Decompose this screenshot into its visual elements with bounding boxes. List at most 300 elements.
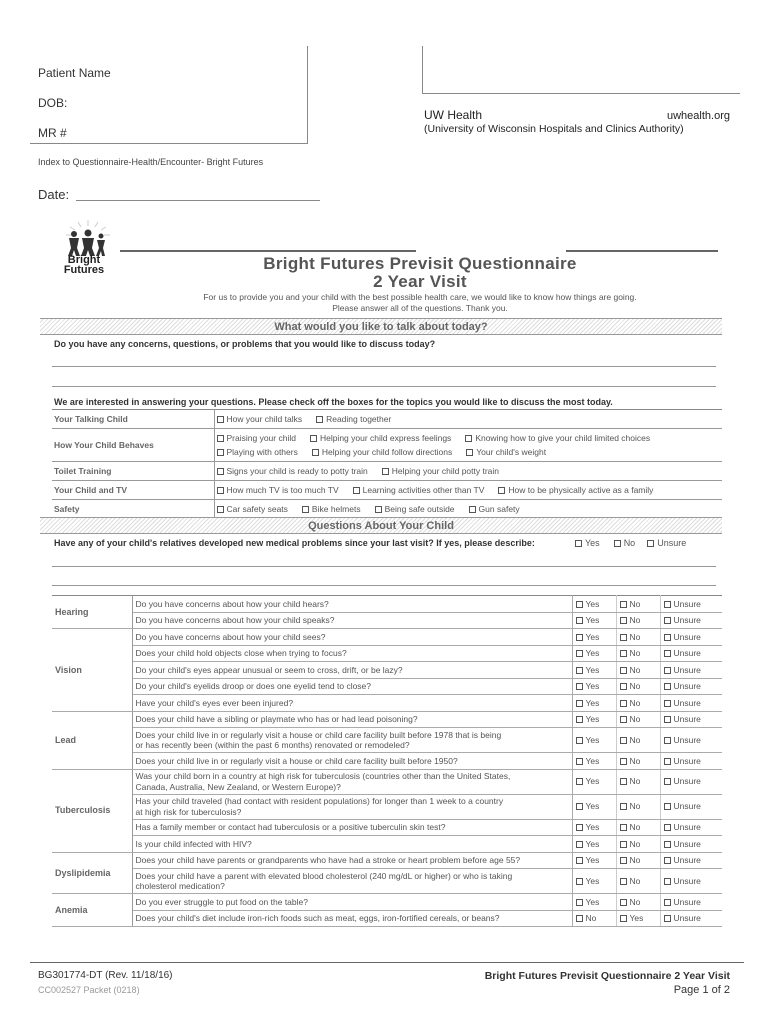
- checkbox-icon[interactable]: [576, 617, 583, 624]
- checkbox-icon[interactable]: [664, 737, 671, 744]
- topic-option-label: Car safety seats: [226, 504, 288, 514]
- topic-option-line: [217, 502, 721, 516]
- answer-label: Yes: [585, 776, 600, 787]
- answer-option[interactable]: [660, 612, 722, 629]
- date-label: Date:: [38, 187, 70, 202]
- answer-option[interactable]: [572, 819, 616, 836]
- checkbox-icon[interactable]: [217, 416, 224, 423]
- checkbox-icon[interactable]: [576, 758, 583, 765]
- checkbox-icon[interactable]: [353, 487, 360, 494]
- answer-label: No: [629, 714, 641, 724]
- answer-label: No: [629, 822, 641, 832]
- answer-option[interactable]: [660, 852, 722, 869]
- question-row: [52, 794, 722, 819]
- answer-option[interactable]: [660, 662, 722, 679]
- checkbox-icon[interactable]: [664, 634, 671, 641]
- page-number: Page 1 of 2: [673, 984, 730, 996]
- question-text-line: Canada, Australia, New Zealand, or Western Europe)?: [135, 781, 341, 792]
- answer-label: No: [629, 631, 641, 642]
- question-text: [132, 645, 572, 662]
- checkbox-icon[interactable]: [664, 667, 671, 674]
- answer-option[interactable]: [660, 836, 722, 853]
- patient-info-box: [30, 46, 308, 144]
- question-text-line: cholesterol medication?: [135, 881, 225, 891]
- answer-label: Unsure: [673, 648, 701, 658]
- question-text-line: at high risk for tuberculosis?: [135, 806, 242, 817]
- org-full-name: (University of Wisconsin Hospitals and Clinics Authority): [424, 123, 684, 135]
- answer-label: Yes: [629, 913, 644, 923]
- answer-label: No: [629, 598, 641, 609]
- answer-option[interactable]: [616, 836, 660, 853]
- topic-option-line: [217, 431, 721, 445]
- answer-label: Yes: [585, 822, 600, 832]
- concerns-question: Do you have any concerns, questions, or problems that you would like to discuss today?: [54, 339, 436, 349]
- checkbox-icon[interactable]: [576, 700, 583, 707]
- checkbox-icon[interactable]: [664, 650, 671, 657]
- checkbox-icon[interactable]: [664, 841, 671, 848]
- checkbox-icon[interactable]: [217, 506, 224, 513]
- answer-label: Unsure: [673, 734, 701, 745]
- checkbox-icon[interactable]: [664, 899, 671, 906]
- answer-option[interactable]: [572, 869, 616, 894]
- topic-option-label: Bike helmets: [311, 504, 361, 514]
- answer-label: Yes: [585, 714, 600, 724]
- answer-label: No: [629, 697, 641, 708]
- checkbox-icon[interactable]: [664, 915, 671, 922]
- checkbox-icon[interactable]: [375, 506, 382, 513]
- question-row: [52, 769, 722, 794]
- answer-option[interactable]: [572, 910, 616, 927]
- page-subtitle: 2 Year Visit: [373, 272, 467, 291]
- footer-title: Bright Futures Previsit Questionnaire 2 Year Visit: [484, 970, 730, 982]
- question-text: [132, 910, 572, 927]
- answer-option[interactable]: [616, 852, 660, 869]
- checkbox-icon[interactable]: [620, 700, 627, 707]
- checkbox-icon[interactable]: [620, 650, 627, 657]
- topic-option[interactable]: [466, 447, 546, 457]
- answer-label: No: [629, 776, 641, 787]
- topic-option-label: How much TV is too much TV: [226, 485, 339, 495]
- page-title: Bright Futures Previsit Questionnaire: [263, 254, 577, 273]
- answer-option[interactable]: [660, 753, 722, 770]
- answer-option[interactable]: [616, 819, 660, 836]
- answer-label: No: [629, 838, 641, 849]
- question-row: [52, 662, 722, 679]
- topic-row: [52, 410, 722, 429]
- answer-option[interactable]: [616, 728, 660, 753]
- topic-option[interactable]: [217, 466, 368, 476]
- checkbox-icon[interactable]: [217, 435, 224, 442]
- question-text-line: Do your child's eyes appear unusual or seem to cross, drift, or be lazy?: [135, 664, 403, 675]
- topic-option-line: [217, 412, 721, 426]
- answer-label: No: [629, 755, 641, 766]
- question-text-line: Do you have concerns about how your child speaks?: [135, 615, 335, 625]
- screening-questions-table: [52, 595, 722, 927]
- answer-label: Unsure: [673, 838, 701, 849]
- question-row: [52, 836, 722, 853]
- checkbox-icon[interactable]: [647, 540, 654, 547]
- answer-label: No: [629, 615, 641, 625]
- question-category: Hearing: [52, 596, 132, 629]
- question-row: [52, 629, 722, 646]
- question-text-line: Has a family member or contact had tuberculosis or a positive tuberculin skin test?: [135, 822, 446, 832]
- question-text-line: Does your child live in or regularly visit a house or child care facility built before 1950?: [135, 755, 458, 766]
- checkbox-icon[interactable]: [620, 683, 627, 690]
- answer-label: No: [629, 801, 641, 812]
- checkbox-icon[interactable]: [576, 878, 583, 885]
- question-category: Dyslipidemia: [52, 852, 132, 894]
- answer-label: Yes: [585, 875, 600, 886]
- answer-option[interactable]: [616, 711, 660, 728]
- answer-label: No: [629, 734, 641, 745]
- checkbox-icon[interactable]: [217, 449, 224, 456]
- topic-option-label: How your child talks: [226, 414, 303, 424]
- checkbox-icon[interactable]: [620, 857, 627, 864]
- answer-option[interactable]: [572, 662, 616, 679]
- answer-option[interactable]: [616, 645, 660, 662]
- answer-option[interactable]: [572, 894, 616, 911]
- form-code: BG301774-DT (Rev. 11/18/16): [38, 970, 173, 981]
- question-row: [52, 695, 722, 712]
- checkbox-icon[interactable]: [576, 737, 583, 744]
- answer-option[interactable]: [660, 596, 722, 613]
- answer-option[interactable]: [616, 894, 660, 911]
- answer-option[interactable]: [660, 819, 722, 836]
- topic-option[interactable]: [217, 485, 339, 495]
- answer-label: Yes: [585, 896, 600, 907]
- topic-option-line: [217, 445, 721, 459]
- topic-options: [214, 500, 722, 519]
- checkbox-icon[interactable]: [576, 683, 583, 690]
- question-row: [52, 852, 722, 869]
- checkbox-icon[interactable]: [614, 540, 621, 547]
- answer-option[interactable]: [616, 612, 660, 629]
- answer-label: Unsure: [673, 755, 701, 766]
- answer-option[interactable]: [616, 869, 660, 894]
- answer-option[interactable]: [572, 769, 616, 794]
- answer-label: Unsure: [673, 697, 701, 708]
- answer-option[interactable]: [660, 645, 722, 662]
- checkbox-icon[interactable]: [664, 778, 671, 785]
- checkbox-icon[interactable]: [664, 803, 671, 810]
- checkbox-icon[interactable]: [620, 778, 627, 785]
- answer-option[interactable]: [660, 894, 722, 911]
- answer-option[interactable]: [572, 629, 616, 646]
- answer-option[interactable]: [660, 678, 722, 695]
- question-text: [132, 629, 572, 646]
- question-category: Lead: [52, 711, 132, 769]
- question-row: [52, 596, 722, 613]
- section-header-child: Questions About Your Child: [40, 517, 722, 534]
- answer-label: Unsure: [673, 664, 701, 675]
- relatives-answer-line-2[interactable]: [52, 585, 716, 586]
- topic-option-label: Signs your child is ready to potty train: [226, 466, 368, 476]
- checkbox-icon[interactable]: [620, 737, 627, 744]
- checkbox-icon[interactable]: [620, 824, 627, 831]
- answer-label: Unsure: [673, 631, 701, 642]
- checkbox-icon[interactable]: [576, 667, 583, 674]
- checkbox-icon[interactable]: [316, 416, 323, 423]
- answer-option[interactable]: [572, 695, 616, 712]
- answer-option[interactable]: [660, 629, 722, 646]
- answer-option[interactable]: [572, 794, 616, 819]
- answer-label: No: [585, 913, 597, 923]
- topic-option-label: Helping your child potty train: [391, 466, 500, 476]
- answer-option[interactable]: [572, 612, 616, 629]
- checkbox-icon[interactable]: [576, 716, 583, 723]
- relatives-question: Have any of your child's relatives developed new medical problems since your last visit? If yes, please describe:: [54, 538, 535, 548]
- answer-option[interactable]: [572, 852, 616, 869]
- checkbox-icon[interactable]: [664, 878, 671, 885]
- topic-options: [214, 462, 722, 481]
- topic-option-label: Reading together: [326, 414, 392, 424]
- question-text-line: Does your child have parents or grandparents who have had a stroke or heart problem before age 55?: [135, 855, 521, 865]
- answer-label: Yes: [585, 697, 600, 708]
- topic-option-label: Playing with others: [226, 447, 298, 457]
- title-rule-right: [566, 250, 718, 252]
- topic-option-line: [217, 483, 721, 497]
- relatives-answer-line-1[interactable]: [52, 566, 716, 567]
- answer-label: Yes: [585, 615, 600, 625]
- answer-option[interactable]: [572, 596, 616, 613]
- answer-label: No: [629, 664, 641, 675]
- answer-label: Yes: [585, 734, 600, 745]
- checkbox-icon[interactable]: [620, 899, 627, 906]
- question-category: Tuberculosis: [52, 769, 132, 852]
- checkbox-icon[interactable]: [664, 716, 671, 723]
- topic-option-label: Helping your child follow directions: [321, 447, 453, 457]
- topic-option-label: Helping your child express feelings: [319, 433, 452, 443]
- checkbox-icon[interactable]: [620, 601, 627, 608]
- mr-label: MR #: [38, 126, 67, 140]
- question-text: [132, 711, 572, 728]
- topic-option[interactable]: [217, 504, 288, 514]
- question-text-line: Has your child traveled (had contact with resident populations) for longer than 1 week to a country: [135, 796, 504, 806]
- topic-option[interactable]: [310, 433, 451, 443]
- question-text-line: Was your child born in a country at high risk for tuberculosis (countries other than the United States,: [135, 771, 511, 781]
- question-text-line: Does your child live in or regularly visit a house or child care facility built before 1978 that is being: [135, 729, 502, 740]
- topic-option-label: Being safe outside: [384, 504, 455, 514]
- answer-label: Yes: [585, 801, 600, 812]
- packet-code: CC002527 Packet (0218): [38, 985, 140, 995]
- answer-option[interactable]: [616, 596, 660, 613]
- answer-option[interactable]: [660, 711, 722, 728]
- checkbox-icon[interactable]: [576, 824, 583, 831]
- question-text-line: Do you have concerns about how your child sees?: [135, 631, 326, 642]
- answer-option[interactable]: [572, 836, 616, 853]
- topic-category: How Your Child Behaves: [52, 429, 214, 462]
- question-row: [52, 645, 722, 662]
- topic-option-label: Gun safety: [478, 504, 520, 514]
- topics-instruction: We are interested in answering your questions. Please check off the boxes for the topics you would like to discuss the most today.: [54, 397, 613, 407]
- topic-option[interactable]: [302, 504, 361, 514]
- answer-label: Unsure: [673, 913, 701, 923]
- answer-label: Yes: [585, 681, 600, 691]
- answer-label: Unsure: [673, 598, 701, 609]
- question-text-line: Do your child's eyelids droop or does one eyelid tend to close?: [135, 681, 372, 691]
- answer-label: Unsure: [673, 822, 701, 832]
- checkbox-icon[interactable]: [664, 683, 671, 690]
- checkbox-icon[interactable]: [620, 915, 627, 922]
- question-text: [132, 819, 572, 836]
- question-text-line: Have your child's eyes ever been injured?: [135, 697, 294, 708]
- checkbox-icon[interactable]: [576, 899, 583, 906]
- bright-futures-logo: [52, 218, 124, 280]
- concerns-answer-line-2[interactable]: [52, 386, 716, 387]
- checkbox-icon[interactable]: [576, 778, 583, 785]
- relatives-yes-option[interactable]: Yes: [575, 538, 600, 548]
- answer-option[interactable]: [572, 645, 616, 662]
- answer-option[interactable]: [660, 794, 722, 819]
- topic-option[interactable]: [465, 433, 650, 443]
- checkbox-icon[interactable]: [469, 506, 476, 513]
- topic-options: [214, 481, 722, 500]
- checkbox-icon[interactable]: [620, 634, 627, 641]
- question-text: [132, 695, 572, 712]
- answer-label: Unsure: [673, 875, 701, 886]
- answer-option[interactable]: [572, 711, 616, 728]
- topic-category: Your Talking Child: [52, 410, 214, 429]
- topic-options: [214, 410, 722, 429]
- checkbox-icon[interactable]: [576, 803, 583, 810]
- topic-category: Your Child and TV: [52, 481, 214, 500]
- question-text-line: Does your child hold objects close when trying to focus?: [135, 648, 347, 658]
- answer-label: No: [629, 896, 641, 907]
- answer-option[interactable]: [572, 753, 616, 770]
- checkbox-icon[interactable]: [312, 449, 319, 456]
- checkbox-icon[interactable]: [576, 857, 583, 864]
- checkbox-icon[interactable]: [664, 601, 671, 608]
- org-name: UW Health: [424, 108, 483, 122]
- question-text: [132, 894, 572, 911]
- relatives-no-option[interactable]: No: [614, 538, 636, 548]
- answer-option[interactable]: [572, 678, 616, 695]
- question-text: [132, 769, 572, 794]
- topic-option-label: Your child's weight: [476, 447, 547, 457]
- checkbox-icon[interactable]: [466, 449, 473, 456]
- question-row: [52, 612, 722, 629]
- checkbox-icon[interactable]: [576, 841, 583, 848]
- checkbox-icon[interactable]: [620, 617, 627, 624]
- topic-option[interactable]: [353, 485, 485, 495]
- topic-option[interactable]: [375, 504, 455, 514]
- answer-label: No: [629, 681, 641, 691]
- topic-option[interactable]: [316, 414, 391, 424]
- answer-option[interactable]: [616, 794, 660, 819]
- checkbox-icon[interactable]: [664, 758, 671, 765]
- checkbox-icon[interactable]: [310, 435, 317, 442]
- topic-option[interactable]: [469, 504, 520, 514]
- answer-option[interactable]: [616, 629, 660, 646]
- checkbox-icon[interactable]: [664, 824, 671, 831]
- checkbox-icon[interactable]: [382, 468, 389, 475]
- topic-row: [52, 429, 722, 462]
- answer-label: Yes: [585, 648, 600, 658]
- question-text: [132, 753, 572, 770]
- answer-option[interactable]: [660, 910, 722, 927]
- answer-label: Yes: [585, 631, 600, 642]
- answer-option[interactable]: [616, 678, 660, 695]
- topic-category: Safety: [52, 500, 214, 519]
- answer-label: Unsure: [673, 681, 701, 691]
- checkbox-icon[interactable]: [620, 841, 627, 848]
- answer-label: No: [629, 648, 641, 658]
- answer-option[interactable]: [572, 728, 616, 753]
- topic-option[interactable]: [217, 414, 303, 424]
- answer-option[interactable]: [616, 910, 660, 927]
- concerns-answer-line-1[interactable]: [52, 366, 716, 367]
- checkbox-icon[interactable]: [620, 716, 627, 723]
- question-text: [132, 596, 572, 613]
- checkbox-icon[interactable]: [575, 540, 582, 547]
- checkbox-icon[interactable]: [664, 857, 671, 864]
- footer-rule: [30, 962, 744, 963]
- date-field[interactable]: [76, 200, 320, 201]
- dob-label: DOB:: [38, 96, 68, 110]
- question-category: Vision: [52, 629, 132, 712]
- topic-option[interactable]: [498, 485, 653, 495]
- checkbox-icon[interactable]: [576, 601, 583, 608]
- checkbox-icon[interactable]: [620, 758, 627, 765]
- question-text: [132, 678, 572, 695]
- answer-option[interactable]: [616, 753, 660, 770]
- answer-label: Yes: [585, 855, 600, 865]
- topic-option-line: [217, 464, 721, 478]
- topic-option[interactable]: [217, 447, 298, 457]
- checkbox-icon[interactable]: [302, 506, 309, 513]
- question-row: [52, 869, 722, 894]
- answer-label: Unsure: [673, 776, 701, 787]
- answer-label: Unsure: [673, 615, 701, 625]
- org-url: uwhealth.org: [667, 110, 730, 122]
- checkbox-icon[interactable]: [217, 487, 224, 494]
- question-row: [52, 711, 722, 728]
- checkbox-icon[interactable]: [576, 915, 583, 922]
- section-header-talk: What would you like to talk about today?: [40, 318, 722, 335]
- topic-option[interactable]: [217, 433, 296, 443]
- answer-label: Yes: [585, 598, 600, 609]
- question-row: [52, 753, 722, 770]
- logo-text: Bright Futures: [63, 254, 105, 276]
- question-text-line: Does your child have a sibling or playmate who has or had lead poisoning?: [135, 714, 418, 724]
- checkbox-icon[interactable]: [620, 878, 627, 885]
- answer-option[interactable]: [616, 695, 660, 712]
- checkbox-icon[interactable]: [498, 487, 505, 494]
- checkbox-icon[interactable]: [465, 435, 472, 442]
- question-text: [132, 662, 572, 679]
- answer-option[interactable]: [660, 695, 722, 712]
- answer-option[interactable]: [616, 662, 660, 679]
- topic-option[interactable]: [312, 447, 452, 457]
- answer-option[interactable]: [660, 869, 722, 894]
- checkbox-icon[interactable]: [620, 803, 627, 810]
- answer-option[interactable]: [660, 728, 722, 753]
- topic-option[interactable]: [382, 466, 499, 476]
- checkbox-icon[interactable]: [620, 667, 627, 674]
- checkbox-icon[interactable]: [576, 650, 583, 657]
- topic-option-label: Praising your child: [226, 433, 296, 443]
- checkbox-icon[interactable]: [664, 700, 671, 707]
- answer-option[interactable]: [616, 769, 660, 794]
- question-text: [132, 836, 572, 853]
- question-row: [52, 728, 722, 753]
- checkbox-icon[interactable]: [664, 617, 671, 624]
- answer-option[interactable]: [660, 769, 722, 794]
- checkbox-icon[interactable]: [217, 468, 224, 475]
- relatives-unsure-option[interactable]: Unsure: [647, 538, 686, 548]
- checkbox-icon[interactable]: [576, 634, 583, 641]
- topic-options: [214, 429, 722, 462]
